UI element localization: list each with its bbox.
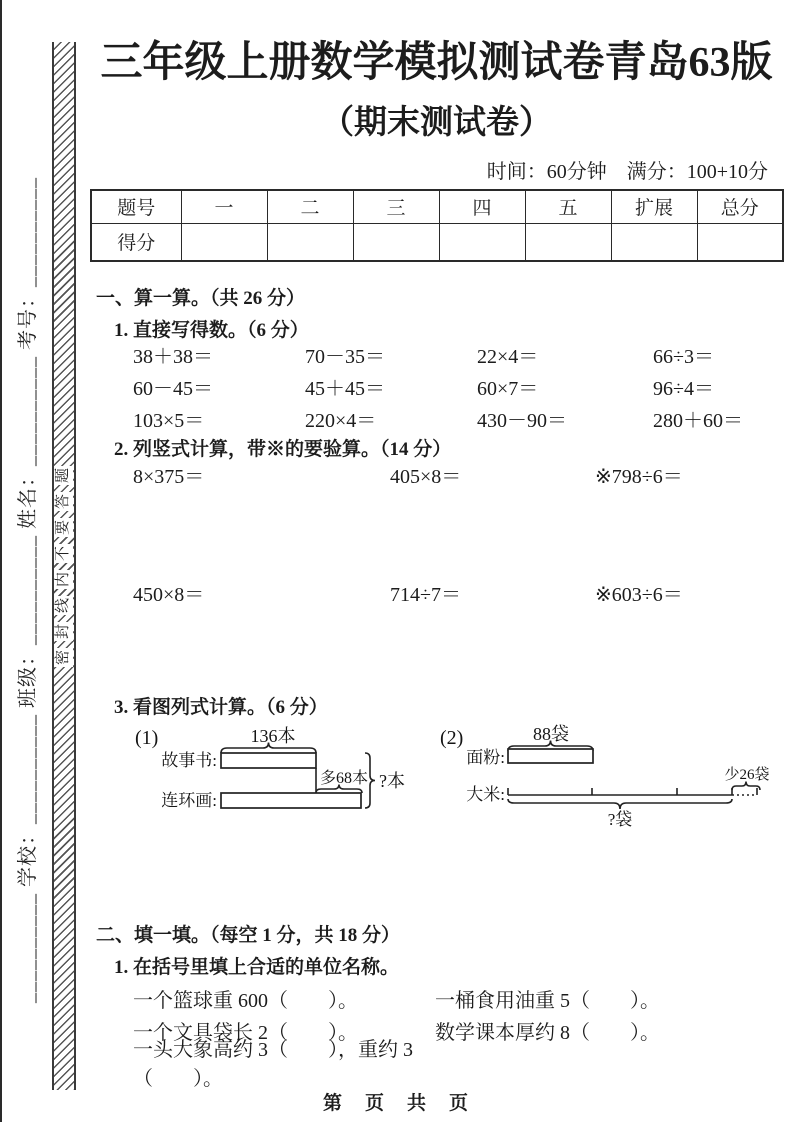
binding-text-char: 线	[55, 597, 72, 613]
score-header-cell: 扩展	[611, 190, 697, 223]
mental-math-grid	[133, 338, 781, 434]
unit-row	[133, 1039, 783, 1090]
problem: 103×5＝	[133, 409, 205, 432]
score-table-header-row	[91, 190, 783, 223]
diagram1-bar2-label: 连环画:	[161, 791, 217, 810]
unit-question: 一个文具袋长 2（ ）。	[133, 1021, 358, 1044]
diagram-bags	[435, 712, 785, 830]
diagram1-extra-label: 多68本	[320, 770, 369, 787]
score-header-cell: 三	[353, 190, 439, 223]
page-title: 三年级上册数学模拟测试卷青岛63版	[100, 40, 773, 86]
diagram2-bar2-label: 大米:	[466, 785, 505, 804]
page-edge-line	[0, 0, 2, 1122]
problem: 22×4＝	[477, 345, 539, 368]
unit-question: 一桶食用油重 5（ ）。	[435, 989, 660, 1012]
score-cell	[439, 223, 525, 261]
section1-heading: 一、算一算。（共 26 分）	[96, 288, 306, 309]
problem: 8×375＝	[133, 466, 205, 488]
page-subtitle: （期末测试卷）	[321, 105, 552, 142]
score-cell	[611, 223, 697, 261]
header	[88, 38, 785, 143]
diagram2-question: ?袋	[607, 810, 633, 829]
problem: 66÷3＝	[653, 345, 714, 368]
diagram1-top-value: 136本	[250, 726, 296, 746]
score-cell	[181, 223, 267, 261]
problem: 70－35＝	[305, 345, 385, 368]
score-header-cell: 题号	[91, 190, 181, 223]
score-header-cell: 一	[181, 190, 267, 223]
binding-text-char: 封	[55, 623, 72, 639]
problem: 96÷4＝	[653, 377, 714, 400]
unit-question: 一头大象高约 3（ ），重约 3（ ）。	[133, 1039, 413, 1090]
diagram1-number: (1)	[135, 727, 159, 749]
page-footer: 第 页 共 页	[322, 1093, 470, 1114]
section1-sub3-heading: 3. 看图列式计算。（6 分）	[114, 697, 328, 718]
problem: 45＋45＝	[305, 377, 385, 400]
score-table-score-row	[91, 223, 783, 261]
section1-sub2-heading: 2. 列竖式计算，带※的要验算。（14 分）	[114, 439, 452, 460]
score-header-cell: 总分	[697, 190, 783, 223]
section2-sub1-heading: 1. 在括号里填上合适的单位名称。	[114, 957, 400, 978]
picture-book-bar	[221, 793, 361, 808]
score-cell	[525, 223, 611, 261]
unit-fill-questions	[133, 982, 783, 1090]
problem: 714÷7＝	[390, 584, 461, 606]
brace-top-icon	[221, 743, 316, 754]
problem: 60×7＝	[477, 377, 539, 400]
binding-strip	[52, 42, 76, 1090]
problem: 220×4＝	[305, 409, 377, 432]
student-info-line: __________ 学校：__________ 班级：__________ 姓名：__________ 考号：__________	[17, 177, 39, 1003]
story-book-bar	[221, 753, 316, 768]
problem: 280＋60＝	[653, 409, 743, 432]
diagram1-question: ?本	[379, 771, 405, 791]
flour-bar	[508, 749, 593, 763]
score-cell	[267, 223, 353, 261]
binding-text-char: 不	[55, 545, 72, 561]
diagram-books	[125, 712, 420, 817]
unit-row	[133, 982, 783, 1014]
diagram2-extra-label: 少26袋	[724, 767, 770, 783]
binding-text-char: 答	[55, 493, 72, 509]
vertical-calc-row1	[133, 460, 781, 489]
binding-text-char: 密	[55, 649, 72, 665]
problem: 405×8＝	[390, 466, 462, 488]
binding-text-char: 题	[55, 467, 72, 483]
problem: ※603÷6＝	[595, 584, 683, 606]
score-cell	[697, 223, 783, 261]
score-row-label: 得分	[91, 223, 181, 261]
diagram2-bar1-label: 面粉:	[466, 748, 505, 767]
diagram1-bar1-label: 故事书:	[161, 751, 217, 770]
section2-heading: 二、填一填。（每空 1 分，共 18 分）	[96, 925, 401, 946]
section1-sub1-heading: 1. 直接写得数。（6 分）	[114, 320, 309, 341]
brace-bottom-icon	[508, 799, 732, 809]
problem: 430－90＝	[477, 409, 567, 432]
problem: 38＋38＝	[133, 345, 213, 368]
binding-text-char: 内	[55, 571, 72, 587]
unit-question: 一个篮球重 600（ ）。	[133, 989, 358, 1012]
problem: ※798÷6＝	[595, 466, 683, 488]
exam-meta: 时间：60分钟 满分：100+10分	[486, 161, 768, 183]
diagram2-top-value: 88袋	[533, 724, 569, 744]
problem: 60－45＝	[133, 377, 213, 400]
score-header-cell: 五	[525, 190, 611, 223]
score-header-cell: 二	[267, 190, 353, 223]
unit-question: 数学课本厚约 8（ ）。	[435, 1021, 660, 1044]
diagram2-number: (2)	[440, 727, 464, 749]
score-cell	[353, 223, 439, 261]
binding-text-char: 要	[55, 519, 72, 535]
problem: 450×8＝	[133, 584, 205, 606]
score-table	[90, 189, 784, 262]
score-header-cell: 四	[439, 190, 525, 223]
vertical-calc-row2	[133, 578, 781, 607]
